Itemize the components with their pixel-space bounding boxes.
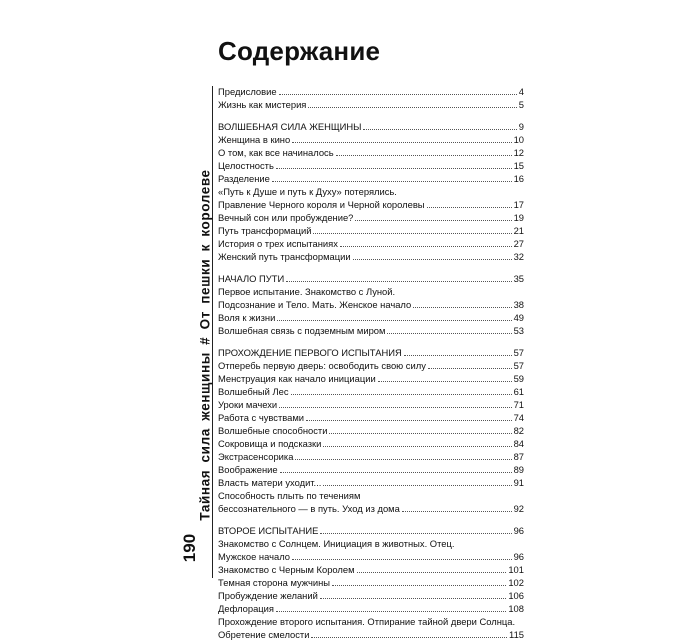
toc-entry[interactable] xyxy=(218,172,524,185)
dot-leader xyxy=(387,333,511,334)
toc-entry[interactable] xyxy=(218,346,524,359)
toc-entry[interactable] xyxy=(218,437,524,450)
toc-entry-page: 12 xyxy=(513,147,524,158)
toc-entry-title: Дефлорация xyxy=(218,603,274,614)
toc-entry[interactable] xyxy=(218,372,524,385)
toc-entry-page: 49 xyxy=(513,312,524,323)
section-gap xyxy=(218,515,524,524)
toc-entry[interactable] xyxy=(218,224,524,237)
toc-entry-title: Экстрасенсорика xyxy=(218,451,294,462)
toc-entry-page: 15 xyxy=(513,160,524,171)
toc-entry-title: Разделение xyxy=(218,173,270,184)
toc-entry-title: Сокровища и подсказки xyxy=(218,438,322,449)
toc-entry-page: 53 xyxy=(513,325,524,336)
dot-leader xyxy=(323,446,511,447)
toc-entry[interactable] xyxy=(218,537,524,550)
section-gap xyxy=(218,111,524,120)
toc-entry[interactable] xyxy=(218,98,524,111)
toc-entry[interactable] xyxy=(218,411,524,424)
toc-entry-page: 38 xyxy=(513,299,524,310)
dot-leader xyxy=(279,94,517,95)
toc-entry[interactable] xyxy=(218,133,524,146)
dot-leader xyxy=(276,168,512,169)
toc-entry-title: «Путь к Душе и путь к Духу» потерялись. xyxy=(218,186,397,197)
toc-entry-page: 61 xyxy=(513,386,524,397)
dot-leader xyxy=(402,511,512,512)
toc-entry[interactable] xyxy=(218,502,524,515)
toc-entry-page: 19 xyxy=(513,212,524,223)
toc-entry-page: 115 xyxy=(509,629,524,640)
dot-leader xyxy=(291,394,512,395)
toc-entry[interactable] xyxy=(218,550,524,563)
toc-entry-title: ВОЛШЕБНАЯ СИЛА ЖЕНЩИНЫ xyxy=(218,121,362,132)
toc-entry[interactable] xyxy=(218,424,524,437)
toc-entry-title: Пробуждение желаний xyxy=(218,590,318,601)
toc-entry-page: 59 xyxy=(513,373,524,384)
dot-leader xyxy=(308,107,516,108)
dot-leader xyxy=(277,320,511,321)
dot-leader xyxy=(413,307,511,308)
dot-leader xyxy=(329,433,511,434)
toc-entry-title: История о трех испытаниях xyxy=(218,238,338,249)
toc-entry-title: Знакомство с Солнцем. Инициация в животных. Отец. xyxy=(218,538,455,549)
toc-entry-page: 91 xyxy=(513,477,524,488)
dot-leader xyxy=(428,368,512,369)
dot-leader xyxy=(427,207,512,208)
dot-leader xyxy=(306,420,512,421)
toc-entry-page: 74 xyxy=(513,412,524,423)
toc-entry-page: 35 xyxy=(513,273,524,284)
toc-entry-title: бессознательного — в путь. Уход из дома xyxy=(218,503,400,514)
toc-entry[interactable] xyxy=(218,576,524,589)
toc-entry-page: 89 xyxy=(513,464,524,475)
toc-entry-title: Обретение смелости xyxy=(218,629,310,640)
section-gap xyxy=(218,337,524,346)
toc-entry[interactable] xyxy=(218,146,524,159)
toc-entry[interactable] xyxy=(218,398,524,411)
section-gap xyxy=(218,263,524,272)
toc-entry-page: 17 xyxy=(513,199,524,210)
toc-entry-page: 21 xyxy=(513,225,524,236)
table-of-contents xyxy=(218,85,524,641)
dot-leader xyxy=(353,259,512,260)
toc-entry[interactable] xyxy=(218,159,524,172)
dot-leader xyxy=(292,559,512,560)
toc-entry-title: Подсознание и Тело. Мать. Женское начало xyxy=(218,299,412,310)
toc-entry-title: Вечный сон или пробуждение? xyxy=(218,212,354,223)
toc-entry[interactable] xyxy=(218,463,524,476)
toc-entry-title: Целостность xyxy=(218,160,274,171)
toc-entry-page: 87 xyxy=(513,451,524,462)
toc-entry-page: 84 xyxy=(513,438,524,449)
toc-entry-title: Воля к жизни xyxy=(218,312,276,323)
toc-entry-title: Прохождение второго испытания. Отпирание тайной двери Солнца. xyxy=(218,616,516,627)
toc-entry[interactable] xyxy=(218,298,524,311)
dot-leader xyxy=(286,281,511,282)
toc-entry[interactable] xyxy=(218,563,524,576)
toc-entry-title: Женщина в кино xyxy=(218,134,291,145)
toc-entry-page: 57 xyxy=(513,347,524,358)
toc-entry-title: ПРОХОЖДЕНИЕ ПЕРВОГО ИСПЫТАНИЯ xyxy=(218,347,402,358)
toc-entry-title: Мужское начало xyxy=(218,551,290,562)
dot-leader xyxy=(357,572,507,573)
toc-entry-title: Работа с чувствами xyxy=(218,412,305,423)
toc-entry-page: 102 xyxy=(508,577,524,588)
toc-entry-title: Уроки мачехи xyxy=(218,399,278,410)
toc-entry[interactable] xyxy=(218,250,524,263)
toc-entry[interactable] xyxy=(218,359,524,372)
toc-entry-title: Менструация как начало инициации xyxy=(218,373,376,384)
toc-entry-page: 96 xyxy=(513,551,524,562)
toc-entry-title: Воображение xyxy=(218,464,278,475)
toc-entry[interactable] xyxy=(218,120,524,133)
toc-entry[interactable] xyxy=(218,272,524,285)
toc-entry-title: Темная сторона мужчины xyxy=(218,577,330,588)
toc-entry[interactable] xyxy=(218,489,524,502)
dot-leader xyxy=(276,611,506,612)
dot-leader xyxy=(292,142,511,143)
toc-entry[interactable] xyxy=(218,85,524,98)
toc-entry[interactable] xyxy=(218,237,524,250)
toc-entry-page: 108 xyxy=(508,603,524,614)
dot-leader xyxy=(295,459,511,460)
toc-entry[interactable] xyxy=(218,324,524,337)
toc-entry-page: 57 xyxy=(513,360,524,371)
toc-entry-title: Предисловие xyxy=(218,86,277,97)
toc-entry-page: 5 xyxy=(518,99,524,110)
dot-leader xyxy=(272,181,512,182)
toc-entry-page: 10 xyxy=(513,134,524,145)
toc-entry-title: Путь трансформаций xyxy=(218,225,312,236)
toc-entry-title: Волшебные способности xyxy=(218,425,328,436)
dot-leader xyxy=(332,585,506,586)
spine-title-text: Тайная сила женщины # От пешки к королеве xyxy=(197,169,213,521)
toc-entry-title: НАЧАЛО ПУТИ xyxy=(218,273,285,284)
toc-entry-title: Волшебный Лес xyxy=(218,386,289,397)
dot-leader xyxy=(311,637,507,638)
toc-entry-title: Знакомство с Черным Королем xyxy=(218,564,355,575)
dot-leader xyxy=(355,220,511,221)
toc-entry[interactable] xyxy=(218,524,524,537)
toc-entry[interactable] xyxy=(218,211,524,224)
toc-entry-title: Способность плыть по течениям xyxy=(218,490,361,501)
toc-entry-title: О том, как все начиналось xyxy=(218,147,334,158)
toc-entry-title: Волшебная связь с подземным миром xyxy=(218,325,386,336)
toc-entry[interactable] xyxy=(218,385,524,398)
toc-entry-page: 71 xyxy=(513,399,524,410)
dot-leader xyxy=(363,129,516,130)
toc-entry-page: 32 xyxy=(513,251,524,262)
toc-entry-page: 101 xyxy=(508,564,524,575)
toc-entry-page: 4 xyxy=(518,86,524,97)
toc-entry-title: Власть матери уходит... xyxy=(218,477,322,488)
dot-leader xyxy=(323,485,511,486)
toc-entry-page: 16 xyxy=(513,173,524,184)
page-number-text: 190 xyxy=(180,533,199,563)
toc-entry[interactable] xyxy=(218,628,524,641)
dot-leader xyxy=(340,246,512,247)
toc-entry-title: Правление Черного короля и Черной королевы xyxy=(218,199,425,210)
toc-entry-title: Женский путь трансформации xyxy=(218,251,351,262)
dot-leader xyxy=(279,407,511,408)
page-title: Содержание xyxy=(218,36,381,66)
toc-entry-title: Отперебь первую дверь: освободить свою силу xyxy=(218,360,426,371)
toc-entry-page: 82 xyxy=(513,425,524,436)
toc-entry[interactable] xyxy=(218,198,524,211)
dot-leader xyxy=(404,355,512,356)
dot-leader xyxy=(320,598,507,599)
toc-entry-page: 92 xyxy=(513,503,524,514)
dot-leader xyxy=(320,533,511,534)
toc-entry-page: 96 xyxy=(513,525,524,536)
toc-entry[interactable] xyxy=(218,589,524,602)
dot-leader xyxy=(336,155,512,156)
toc-entry[interactable] xyxy=(218,602,524,615)
toc-entry-page: 106 xyxy=(508,590,524,601)
toc-entry[interactable] xyxy=(218,450,524,463)
dot-leader xyxy=(313,233,511,234)
toc-entry-title: ВТОРОЕ ИСПЫТАНИЕ xyxy=(218,525,319,536)
toc-entry-page: 27 xyxy=(513,238,524,249)
toc-entry[interactable] xyxy=(218,285,524,298)
toc-entry[interactable] xyxy=(218,476,524,489)
toc-entry[interactable] xyxy=(218,185,524,198)
toc-entry-title: Жизнь как мистерия xyxy=(218,99,307,110)
toc-entry[interactable] xyxy=(218,311,524,324)
toc-entry-title: Первое испытание. Знакомство с Луной. xyxy=(218,286,396,297)
toc-entry[interactable] xyxy=(218,615,524,628)
dot-leader xyxy=(280,472,512,473)
toc-entry-page: 9 xyxy=(518,121,524,132)
dot-leader xyxy=(378,381,512,382)
